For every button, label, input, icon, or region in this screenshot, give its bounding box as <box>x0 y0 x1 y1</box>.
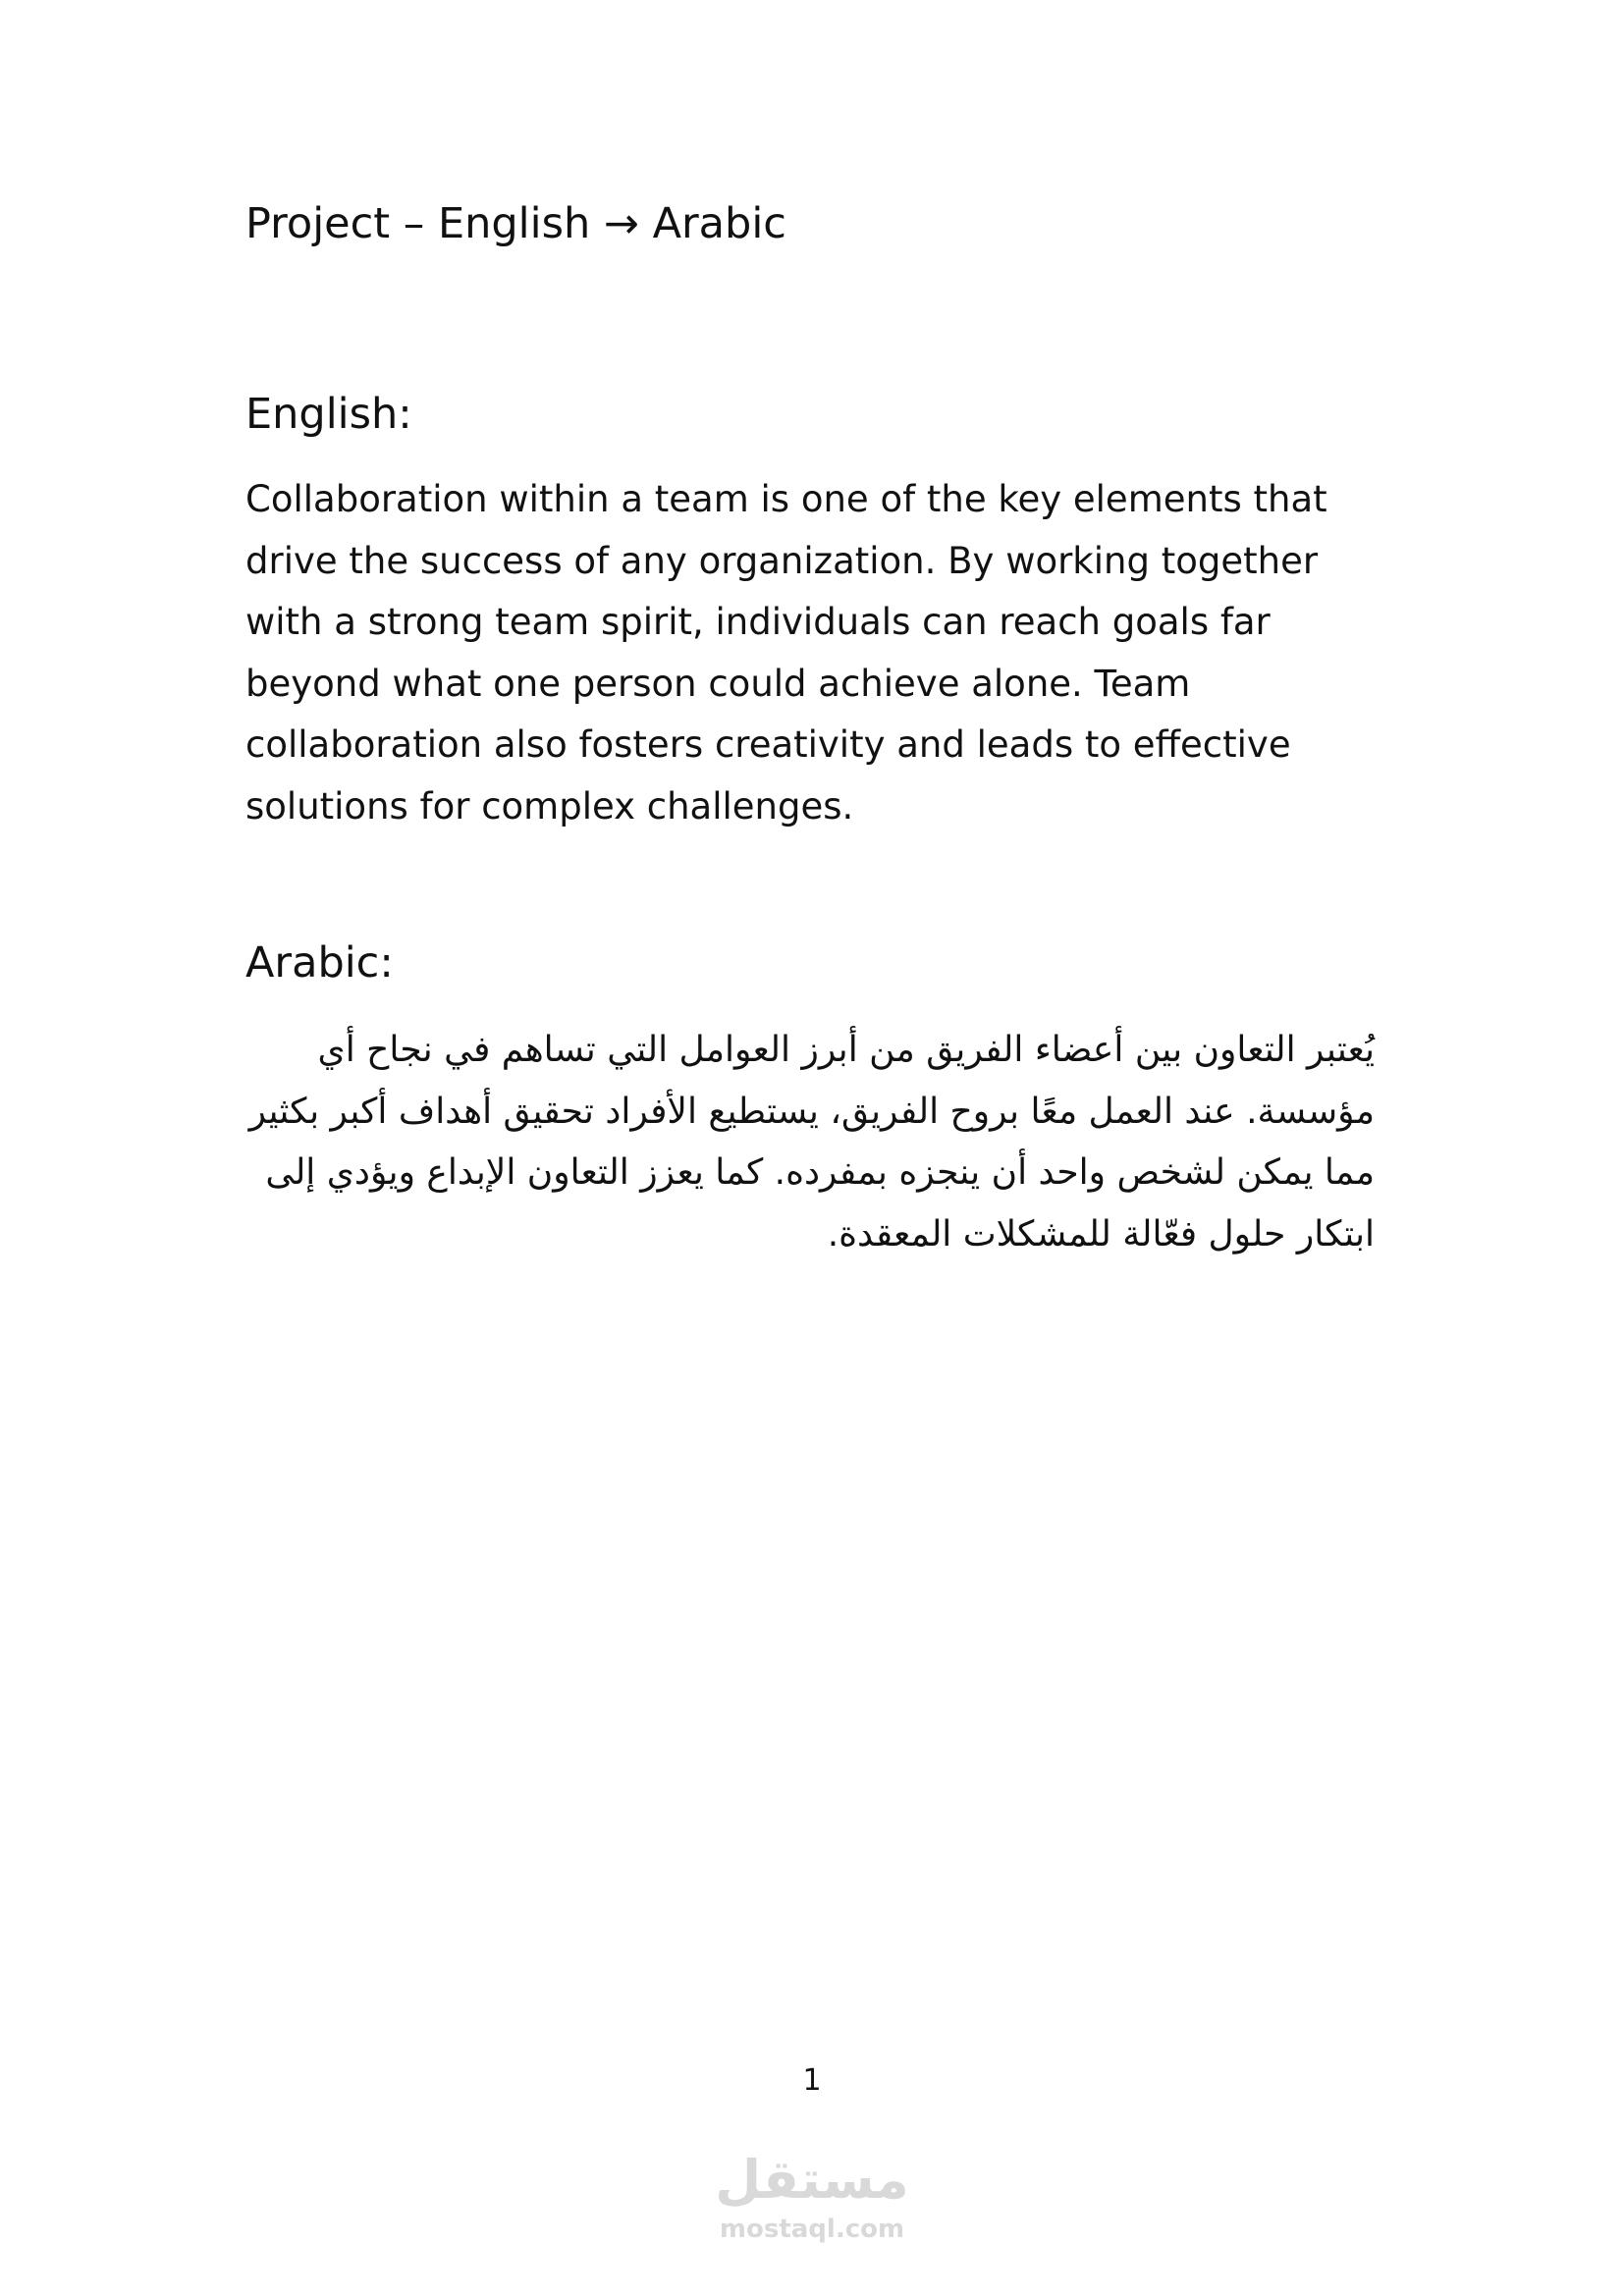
page-content <box>245 196 1384 1265</box>
watermark-logo: مستقل <box>715 2149 909 2211</box>
page-number: 1 <box>802 2063 822 2098</box>
english-paragraph: Collaboration within a team is one of the key elements that drive the success of any organization. By working together with a strong team spirit, individuals can reach goals far beyond what one person could achieve alone. Team collaboration also fosters creativity and leads to effective solutions for complex challenges. <box>245 478 1327 828</box>
watermark-url: mostaql.com <box>719 2215 905 2244</box>
document-title: Project – English → Arabic <box>245 199 786 248</box>
arabic-heading: Arabic: <box>245 938 394 988</box>
english-heading: English: <box>245 390 412 439</box>
mostaql-watermark <box>694 2148 930 2256</box>
arabic-paragraph: يُعتبر التعاون بين أعضاء الفريق من أبرز العوامل التي تساهم في نجاح أي مؤسسة. عند العمل معًا بروح الفريق، يستطيع الأفراد تحقيق أهداف أكبر بكثير مما يمكن لشخص واحد أن ينجزه بمفرده. كما يعزز التعاون الإبداع ويؤدي إلى ابتكار حلول فعّالة للمشكلات المعقدة. <box>248 1030 1375 1255</box>
